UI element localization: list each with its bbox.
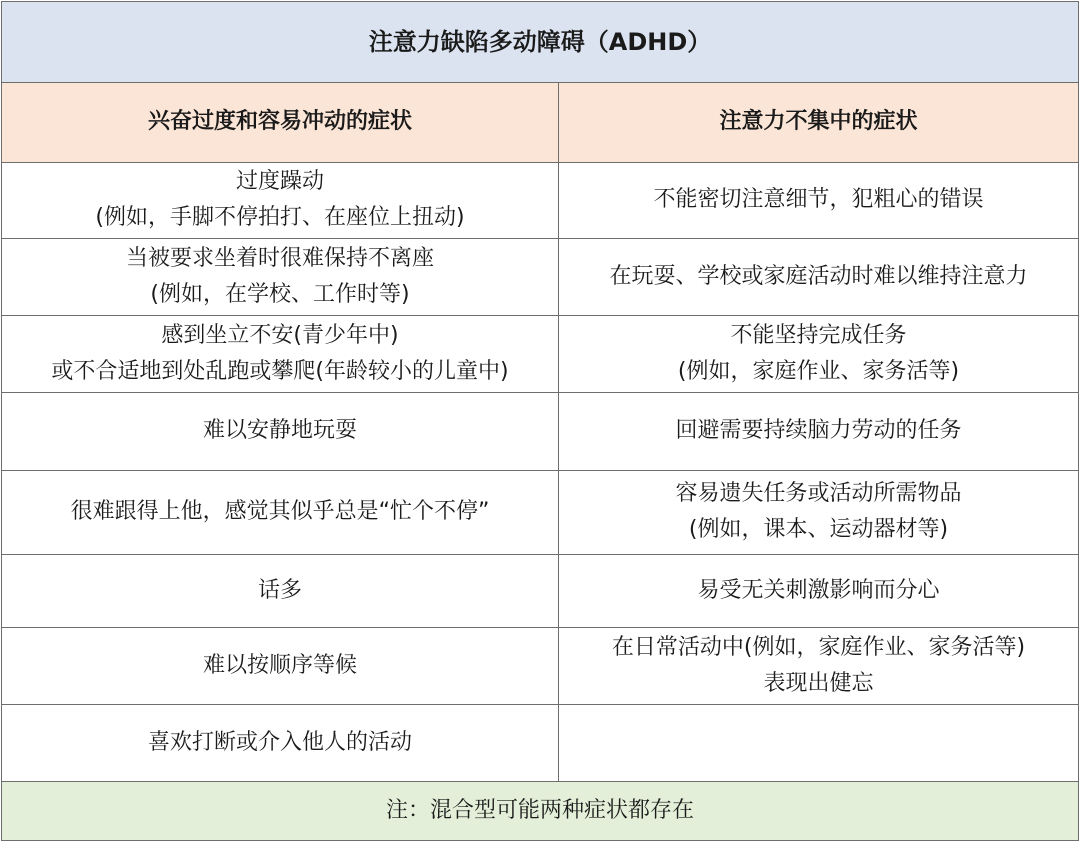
symptom-cell-left	[2, 470, 559, 554]
symptom-cell-left	[2, 162, 559, 238]
symptom-cell-right	[559, 393, 1079, 470]
cell-line: 很难跟得上他，感觉其似乎总是“忙个不停”	[70, 499, 490, 525]
symptom-cell-left	[2, 554, 559, 627]
table-row	[2, 705, 1079, 781]
cell-line: 感到坐立不安(青少年中)	[161, 323, 399, 349]
table-row	[2, 628, 1079, 705]
symptom-cell-right	[559, 316, 1079, 393]
symptom-cell-left	[2, 316, 559, 393]
cell-line: 难以按顺序等候	[202, 653, 357, 679]
symptom-cell-left	[2, 238, 559, 315]
cell-line: 难以安静地玩耍	[202, 418, 357, 444]
column-header-hyperactivity: 兴奋过度和容易冲动的症状	[2, 83, 559, 162]
symptom-cell-right	[559, 162, 1079, 238]
title-row	[2, 2, 1079, 83]
footnote: 注：混合型可能两种症状都存在	[2, 781, 1079, 840]
cell-line: 回避需要持续脑力劳动的任务	[675, 418, 962, 444]
table-row	[2, 316, 1079, 393]
table-title: 注意力缺陷多动障碍（ADHD）	[2, 2, 1079, 83]
cell-line: 在玩耍、学校或家庭活动时难以维持注意力	[609, 263, 1028, 289]
cell-line: 当被要求坐着时很难保持不离座	[125, 245, 434, 271]
cell-line: 表现出健忘	[763, 671, 874, 697]
symptom-cell-left	[2, 628, 559, 705]
cell-line: 不能密切注意细节，犯粗心的错误	[653, 187, 984, 213]
symptom-cell-left	[2, 705, 559, 781]
cell-line: 不能坚持完成任务	[730, 323, 907, 349]
table-row	[2, 470, 1079, 554]
table-row	[2, 393, 1079, 470]
symptom-cell-right-empty	[559, 705, 1079, 781]
symptom-cell-right	[559, 628, 1079, 705]
cell-line: 或不合适地到处乱跑或攀爬(年龄较小的儿童中)	[51, 359, 509, 385]
cell-line: (例如，在学校、工作时等)	[150, 281, 410, 307]
cell-line: 话多	[257, 578, 302, 604]
cell-line: 在日常活动中(例如，家庭作业、家务活等)	[611, 635, 1026, 661]
note-row	[2, 781, 1079, 840]
cell-line: (例如，家庭作业、家务活等)	[677, 359, 960, 385]
table-row	[2, 162, 1079, 238]
cell-line: 易受无关刺激影响而分心	[697, 578, 940, 604]
cell-line: 喜欢打断或介入他人的活动	[147, 730, 412, 756]
cell-line: 过度躁动	[235, 169, 324, 195]
symptom-cell-right	[559, 554, 1079, 627]
adhd-table	[1, 1, 1079, 841]
symptom-cell-left	[2, 393, 559, 470]
cell-line: 容易遗失任务或活动所需物品	[675, 481, 962, 507]
table-row	[2, 554, 1079, 627]
cell-line: (例如，课本、运动器材等)	[688, 517, 949, 543]
symptom-cell-right	[559, 238, 1079, 315]
column-header-inattention: 注意力不集中的症状	[559, 83, 1079, 162]
table-row	[2, 238, 1079, 315]
cell-line: (例如，手脚不停拍打、在座位上扭动)	[95, 205, 465, 231]
header-row	[2, 83, 1079, 162]
symptom-cell-right	[559, 470, 1079, 554]
